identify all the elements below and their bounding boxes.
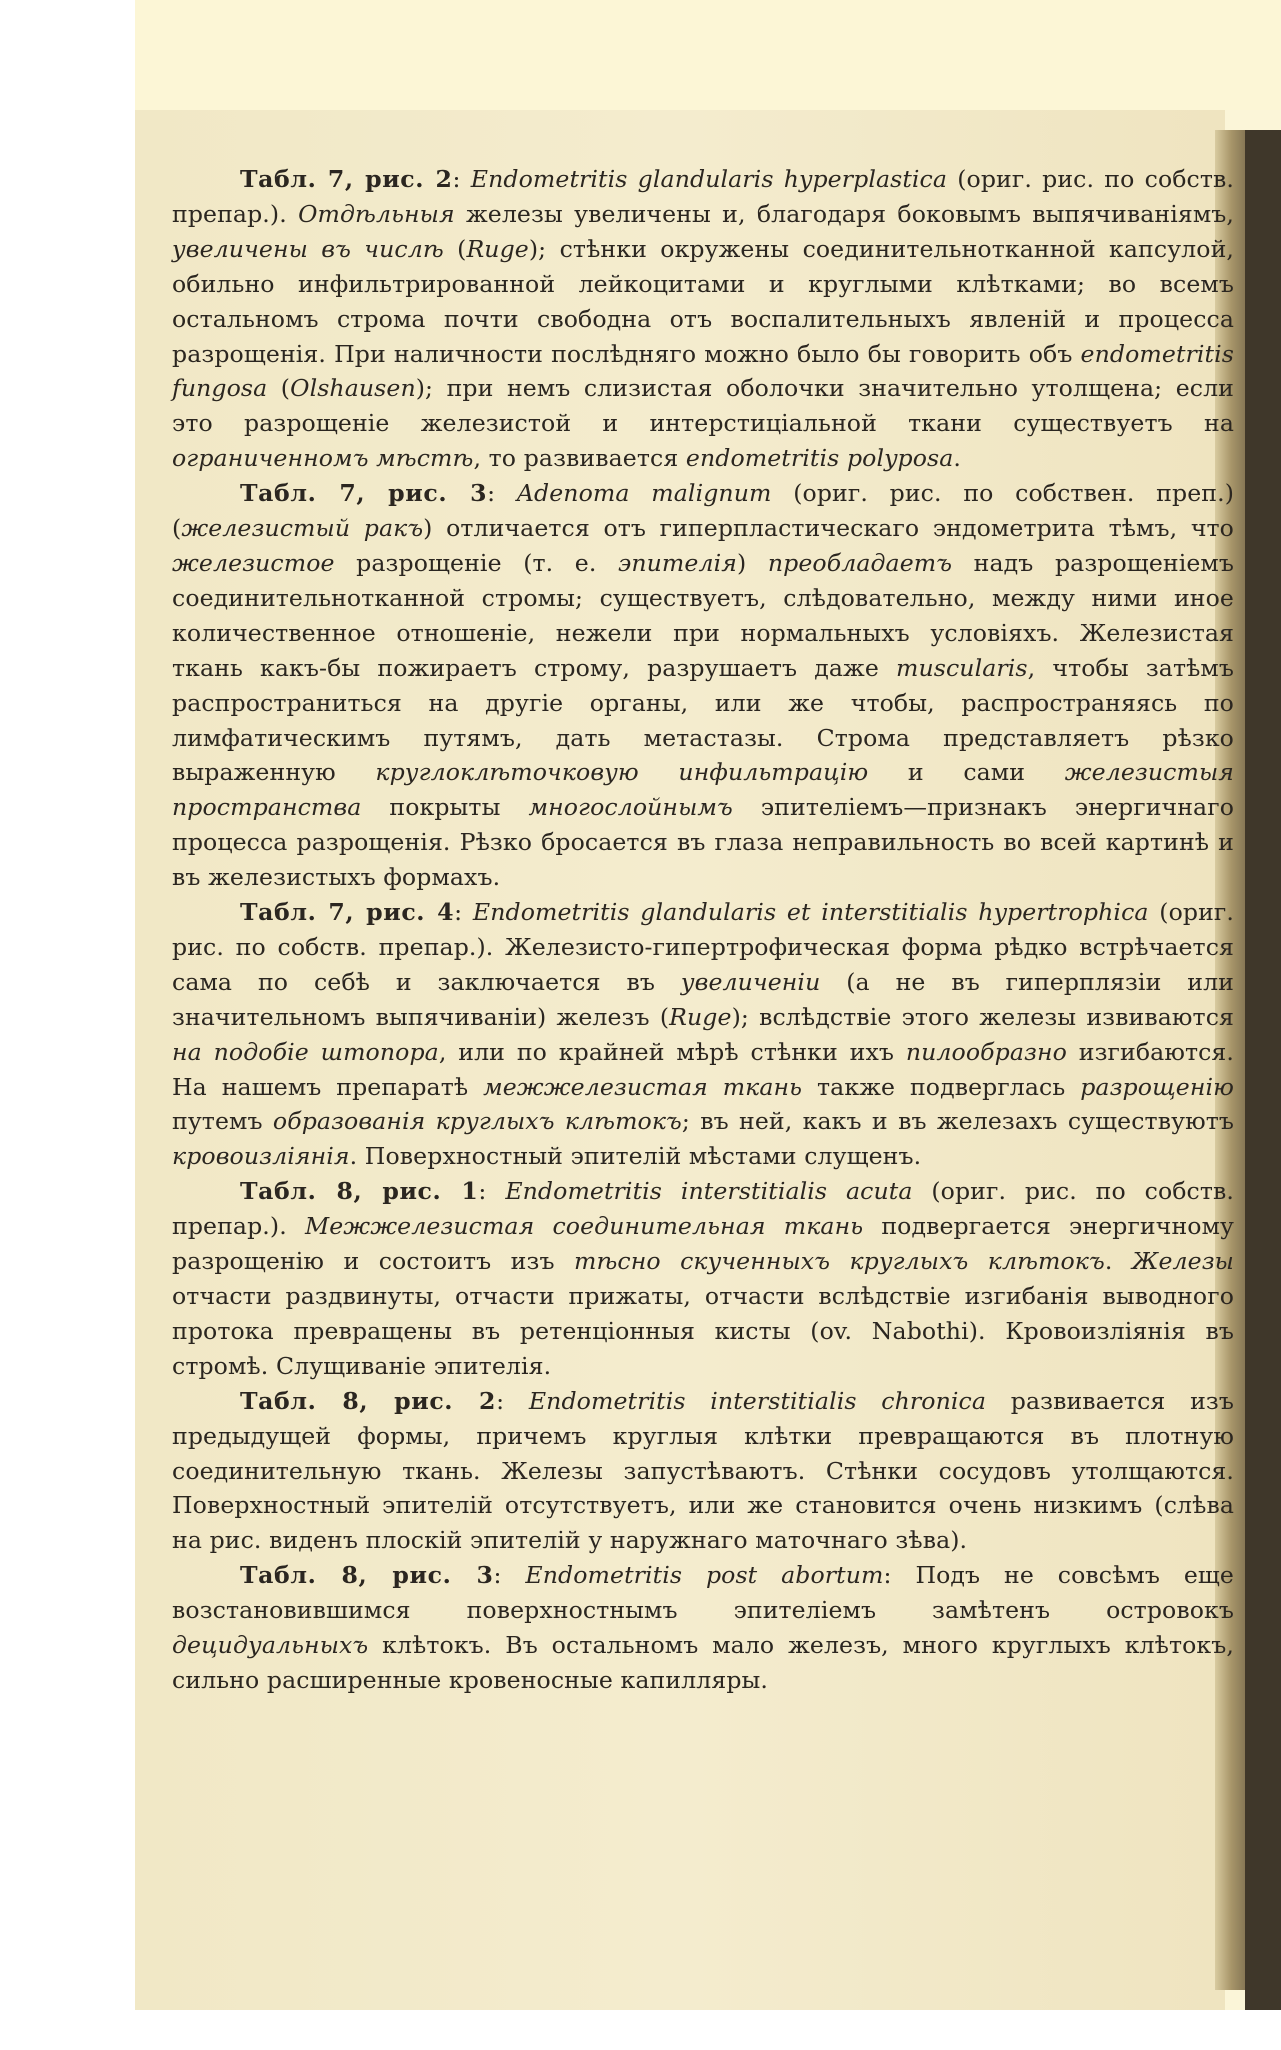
emphasized-term: Endometritis glandularis et interstitialis hypertrophica: [472, 898, 1149, 927]
text-run: (ориг. рис. по собствен. преп.) (: [172, 479, 1234, 543]
emphasized-term: Ruge: [669, 1002, 732, 1031]
text-run: ; въ ней, какъ и въ железахъ существуютъ: [681, 1107, 1234, 1136]
text-run: путемъ: [172, 1107, 273, 1136]
emphasized-term: Endometritis interstitialis acuta: [505, 1177, 913, 1206]
figure-reference-label: Табл. 8, рис. 2: [240, 1386, 497, 1415]
text-run: . Поверхностный эпителій мѣстами слущенъ.: [349, 1142, 922, 1171]
text-run: подвергается энергичному разрощенію и состоитъ изъ: [172, 1212, 1235, 1276]
emphasized-term: круглоклѣточковую инфильтрацію: [375, 758, 869, 787]
text-run: :: [452, 165, 471, 193]
emphasized-term: эпителія: [618, 548, 737, 577]
bottom-margin: [135, 2010, 1281, 2050]
text-run: ); при немъ слизистая оболочки значительно утолщена; если это разрощеніе железистой и интерстиціальной ткани существуетъ на: [172, 374, 1235, 438]
emphasized-term: железистый ракъ: [181, 514, 424, 543]
emphasized-term: многослойнымъ: [528, 793, 733, 822]
emphasized-term: Железы: [1131, 1247, 1234, 1276]
document-body: [172, 162, 1234, 1698]
emphasized-term: образованія круглыхъ клѣтокъ: [272, 1107, 682, 1136]
emphasized-term: на подобіе штопора: [172, 1037, 439, 1066]
text-run: :: [487, 479, 517, 508]
emphasized-term: muscularis: [896, 653, 1028, 682]
text-run: (а не въ гиперплязіи или значительномъ выпячиваніи) железъ (: [172, 967, 1235, 1031]
text-run: :: [454, 898, 473, 927]
text-run: и сами: [868, 758, 1065, 787]
text-run: развивается изъ предыдущей формы, причемъ круглыя клѣтки превращаются въ плотную соединительную ткань. Железы запустѣваютъ. Стѣнки сосудовъ утолщаются. Поверхностный эпителій отсутствуетъ, или же становится очень низкимъ (слѣва на рис. виденъ плоскій эпителій у наружнаго маточнаго зѣва).: [172, 1386, 1234, 1555]
text-run: клѣтокъ. Въ остальномъ мало железъ, много круглыхъ клѣтокъ, сильно расширенные кровеносные капилляры.: [172, 1631, 1234, 1694]
text-run: , или по крайней мѣрѣ стѣнки ихъ: [438, 1037, 906, 1066]
text-run: ): [736, 548, 768, 577]
text-run: : Подъ не совсѣмъ еще возстановившимся поверхностнымъ эпителіемъ замѣтенъ островокъ: [172, 1561, 1234, 1625]
emphasized-term: endometritis polyposa: [685, 444, 954, 473]
emphasized-term: децидуальныхъ: [172, 1631, 369, 1660]
emphasized-term: межжелезистая ткань: [483, 1072, 803, 1101]
paragraph-tabl-8-ris-3: [172, 1558, 1234, 1698]
text-run: разрощеніе (т. е.: [334, 548, 619, 577]
text-run: (ориг. рис. по собств. препар.).: [172, 1177, 1235, 1241]
scan-top-margin: [135, 0, 1281, 110]
figure-reference-label: Табл. 7, рис. 4: [240, 898, 455, 927]
scanned-page-area: [135, 0, 1281, 2050]
text-run: :: [478, 1177, 506, 1206]
text-run: (: [443, 234, 467, 263]
text-run: :: [496, 1386, 529, 1415]
emphasized-term: увеличеніи: [680, 967, 821, 996]
emphasized-term: Ruge: [466, 234, 529, 263]
emphasized-term: преобладаетъ: [767, 548, 953, 577]
text-run: .: [1104, 1247, 1132, 1276]
paragraph-tabl-8-ris-2: [172, 1384, 1234, 1559]
emphasized-term: кровоизліянія: [172, 1142, 350, 1171]
text-run: ); вслѣдствіе этого железы извиваются: [731, 1002, 1234, 1031]
emphasized-term: Olshausen: [290, 374, 416, 403]
text-run: :: [493, 1561, 526, 1590]
paragraph-tabl-8-ris-1: [172, 1174, 1234, 1383]
figure-reference-label: Табл. 7, рис. 2: [240, 165, 453, 193]
emphasized-term: Межжелезистая соединительная ткань: [304, 1212, 864, 1241]
text-run: .: [953, 444, 962, 473]
emphasized-term: тѣсно скученныхъ круглыхъ клѣтокъ: [574, 1247, 1105, 1276]
emphasized-term: Endometritis post abortum: [525, 1561, 884, 1590]
text-run: эпителіемъ—признакъ энергичнаго процесса разрощенія. Рѣзко бросается въ глаза неправильность во всей картинѣ и въ железистыхъ формахъ.: [172, 793, 1234, 892]
emphasized-term: endometritis fungosa: [172, 339, 1234, 403]
book-binding: [1245, 130, 1281, 2050]
emphasized-term: увеличены въ числѣ: [172, 234, 444, 263]
text-run: (ориг. рис. по собств. препар.).: [172, 165, 1235, 228]
figure-reference-label: Табл. 7, рис. 3: [240, 479, 488, 508]
emphasized-term: железистыя пространства: [172, 758, 1234, 822]
text-run: (: [267, 374, 291, 403]
text-run: покрыты: [361, 793, 529, 822]
emphasized-term: Endometritis glandularis hyperplastica: [470, 165, 948, 193]
text-run: изгибаются. На нашемъ препаратѣ: [172, 1037, 1235, 1101]
emphasized-term: ограниченномъ мѣстѣ: [172, 444, 474, 473]
emphasized-term: железистое: [172, 548, 335, 577]
emphasized-term: пилообразно: [905, 1037, 1067, 1066]
text-run: , чтобы затѣмъ распространиться на другіе органы, или же чтобы, распространяясь по лимфатическимъ путямъ, дать метастазы. Строма представляетъ рѣзко выраженную: [172, 653, 1234, 787]
text-run: надъ разрощеніемъ соединительнотканной стромы; существуетъ, слѣдовательно, между ними иное количественное отношеніе, нежели при нормальныхъ условіяхъ. Железистая ткань какъ-бы пожираетъ строму, разрушаетъ даже: [172, 548, 1234, 682]
text-run: отчасти раздвинуты, отчасти прижаты, отчасти вслѣдствіе изгибанія выводного протока превращены въ ретенціонныя кисты (ov. Nabothi). Кровоизліянія въ стромѣ. Слущиваніе эпителія.: [172, 1282, 1234, 1380]
paragraph-tabl-7-ris-3: [172, 476, 1234, 895]
text-run: (ориг. рис. по собств. препар.). Железисто-гипертрофическая форма рѣдко встрѣчается сама по себѣ и заключается въ: [172, 898, 1234, 996]
figure-reference-label: Табл. 8, рис. 3: [240, 1561, 494, 1590]
emphasized-term: разрощенію: [1080, 1072, 1235, 1101]
paragraph-tabl-7-ris-2: [172, 162, 1234, 476]
text-run: также подверглась: [802, 1072, 1081, 1101]
figure-reference-label: Табл. 8, рис. 1: [240, 1177, 479, 1206]
text-run: ) отличается отъ гиперпластическаго эндометрита тѣмъ, что: [423, 514, 1234, 543]
emphasized-term: Отдѣльныя: [298, 199, 455, 228]
emphasized-term: Endometritis interstitialis chronica: [528, 1386, 987, 1415]
paragraph-tabl-7-ris-4: [172, 895, 1234, 1174]
emphasized-term: Adenoma malignum: [516, 479, 772, 508]
text-run: , то развивается: [473, 444, 686, 473]
text-run: железы увеличены и, благодаря боковымъ выпячиваніямъ,: [454, 199, 1235, 228]
text-run: ); стѣнки окружены соединительнотканной капсулой, обильно инфильтрированной лейкоцитами и круглыми клѣтками; во всемъ остальномъ строма почти свободна отъ воспалительныхъ явленій и процесса разрощенія. При наличности послѣдняго можно было бы говорить объ: [172, 234, 1235, 368]
